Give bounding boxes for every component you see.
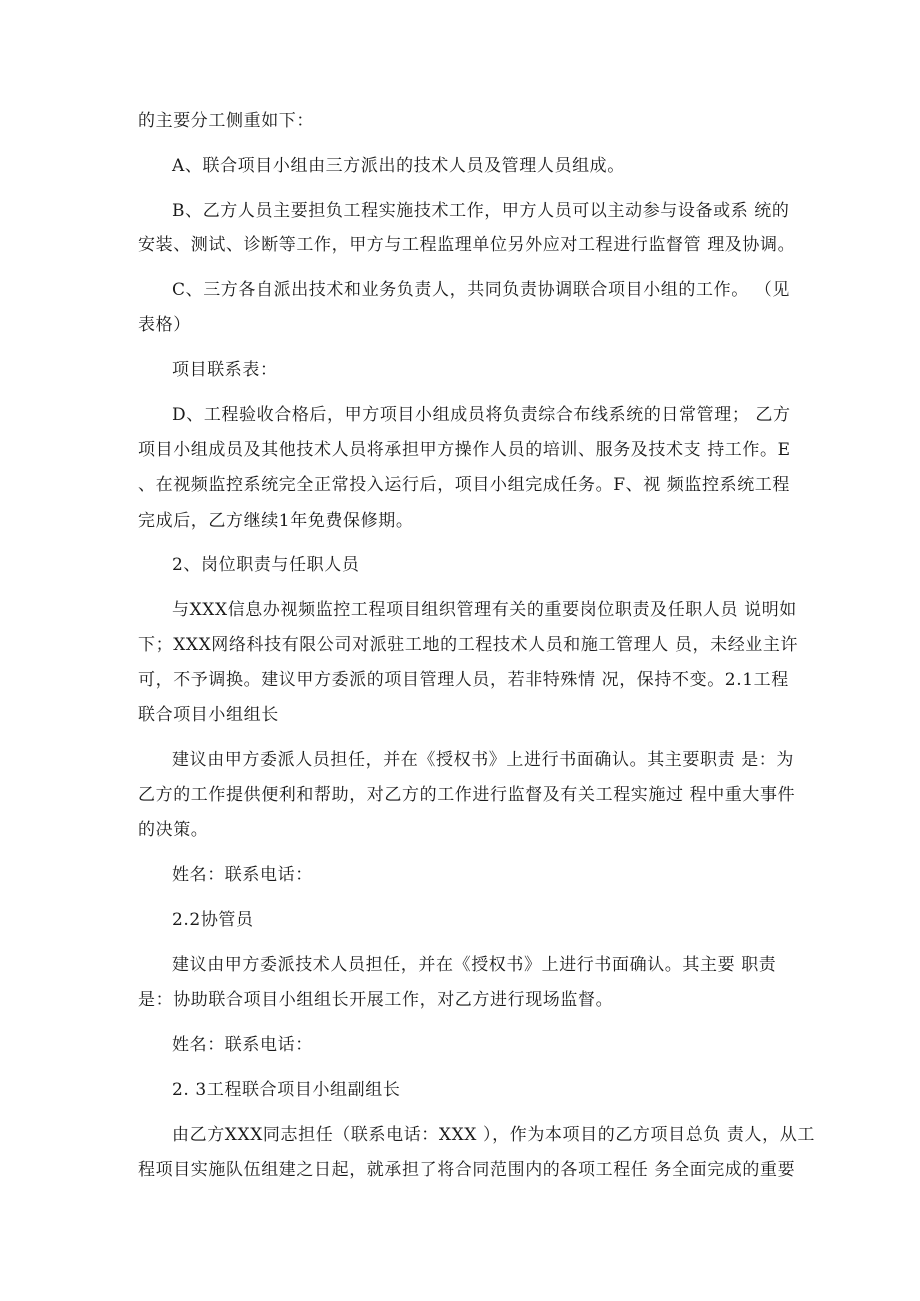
- text-line: 姓名：联系电话：: [172, 865, 313, 885]
- text-line: 建议由甲方委派技术人员担任，并在《授权书》上进行书面确认。其主要 职责: [172, 955, 777, 975]
- text-line: 完成后，乙方继续1年免费保修期。: [138, 511, 414, 531]
- text-line: 可，不予调换。建议甲方委派的项目管理人员，若非特殊情 况，保持不变。2.1工程: [138, 670, 789, 690]
- text-line: B、乙方人员主要担负工程实施技术工作，甲方人员可以主动参与设备或系 统的: [172, 201, 790, 221]
- text-line: 、在视频监控系统完全正常投入运行后，项目小组完成任务。F、视 频监控系统工程: [138, 475, 790, 495]
- text-line: 程项目实施队伍组建之日起，就承担了将合同范围内的各项工程任 务全面完成的重要: [138, 1160, 796, 1180]
- text-line: 姓名：联系电话：: [172, 1035, 313, 1055]
- section-heading: 2. 3工程联合项目小组副组长: [172, 1080, 401, 1100]
- text-line: 联合项目小组组长: [138, 705, 279, 725]
- text-line: 的决策。: [138, 820, 209, 840]
- text-line: 乙方的工作提供便利和帮助，对乙方的工作进行监督及有关工程实施过 程中重大事件: [138, 785, 796, 805]
- text-line: 由乙方XXX同志担任（联系电话：XXX ），作为本项目的乙方项目总负 责人，从工: [172, 1125, 815, 1145]
- text-line: 是：协助联合项目小组组长开展工作，对乙方进行现场监督。: [138, 990, 614, 1010]
- text-line: 建议由甲方委派人员担任，并在《授权书》上进行书面确认。其主要职责 是：为: [172, 750, 795, 770]
- text-line: 安装、测试、诊断等工作，甲方与工程监理单位另外应对工程进行监督管 理及协调。: [138, 235, 796, 255]
- text-line: A、联合项目小组由三方派出的技术人员及管理人员组成。: [172, 156, 625, 176]
- section-heading: 2、岗位职责与任职人员: [172, 555, 360, 575]
- text-line: 下；XXX网络科技有限公司对派驻工地的工程技术人员和施工管理人 员，未经业主许: [138, 635, 799, 655]
- text-line: 的主要分工侧重如下：: [138, 111, 314, 131]
- text-line: D、工程验收合格后，甲方项目小组成员将负责综合布线系统的日常管理； 乙方: [172, 405, 791, 425]
- text-line: 项目联系表：: [172, 360, 278, 380]
- section-heading: 2.2协管员: [172, 910, 254, 930]
- text-line: 项目小组成员及其他技术人员将承担甲方操作人员的培训、服务及技术支 持工作。E: [138, 440, 791, 460]
- text-line: 表格）: [138, 315, 191, 335]
- text-line: 与XXX信息办视频监控工程项目组织管理有关的重要岗位职责及任职人员 说明如: [172, 600, 797, 620]
- text-line: C、三方各自派出技术和业务负责人，共同负责协调联合项目小组的工作。 （见: [172, 280, 791, 300]
